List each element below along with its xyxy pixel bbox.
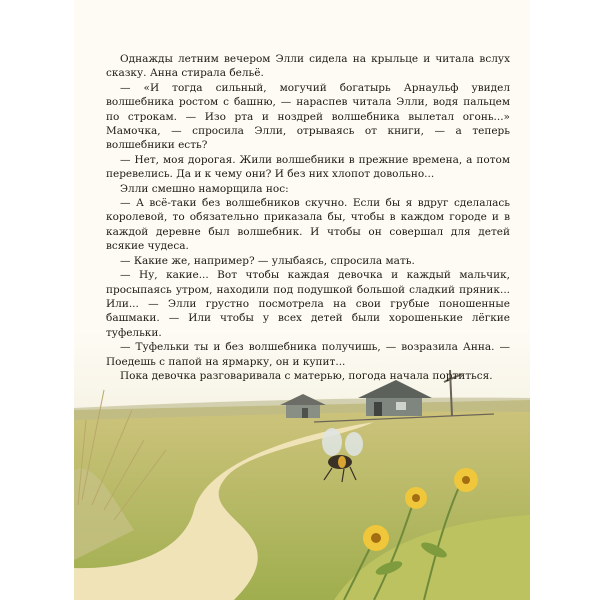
- story-text: [106, 52, 510, 383]
- paragraph: Элли смешно наморщила нос:: [120, 182, 289, 195]
- paragraph: — Туфельки ты и без волшебника получишь, — возразила Анна. — Поедешь с папой на ярмарку, он и купит...: [106, 341, 510, 368]
- paragraph: Пока девочка разговаривала с матерью, погода начала портиться.: [120, 369, 493, 382]
- paragraph: — Ну, какие... Вот чтобы каждая девочка и каждый мальчик, просыпаясь утром, находили под подушкой большой сладкий пряник... Или... — Элли грустно посмотрела на свои грубые поношенные башмаки. — Или чтобы у всех детей были хорошенькие лёгкие туфельки.: [106, 269, 510, 339]
- book-page: [74, 0, 530, 600]
- paragraph: Однажды летним вечером Элли сидела на крыльце и читала вслух сказку. Анна стирала бельё.: [106, 53, 510, 80]
- paragraph: — А всё-таки без волшебников скучно. Если бы я вдруг сделалась королевой, то обязательно приказала бы, чтобы в каждом городе и в каждой деревне был волшебник. И чтобы он совершал для детей всякие чудеса.: [106, 197, 510, 253]
- paragraph: — «И тогда сильный, могучий богатырь Арнаульф увидел волшебника ростом с башню, — нараспев читала Элли, водя пальцем по строкам. — Изо рта и ноздрей волшебника вылетал огонь...» Мамочка, — спросила Элли, отрываясь от книги, — а теперь волшебники есть?: [106, 81, 510, 152]
- paragraph: — Какие же, например? — улыбаясь, спросила мать.: [120, 254, 415, 267]
- paragraph: — Нет, моя дорогая. Жили волшебники в прежние времена, а потом перевелись. Да и к чему они? И без них хлопот довольно...: [106, 153, 510, 181]
